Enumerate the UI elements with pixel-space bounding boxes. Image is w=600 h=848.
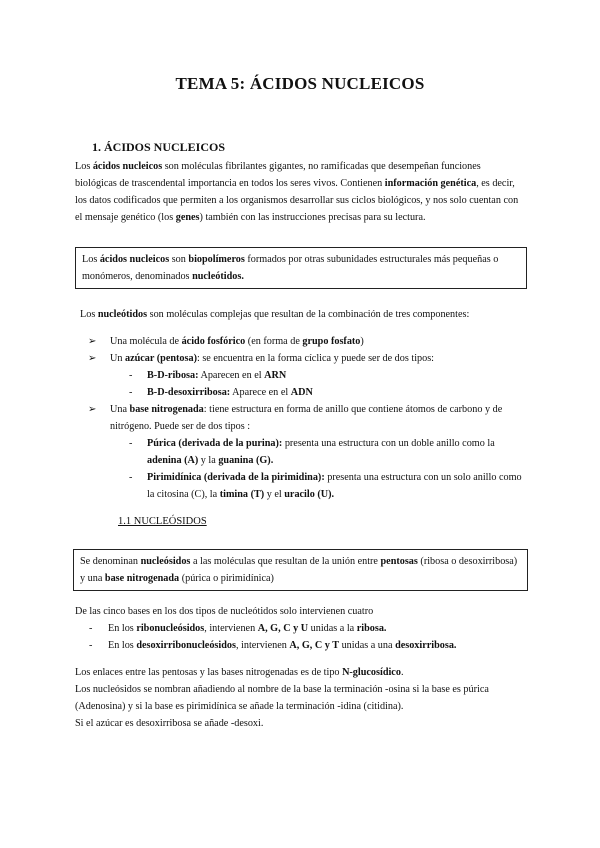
arrow-bullet-icon: ➢ [88, 404, 97, 415]
dash-bullet-icon: - [89, 640, 93, 651]
text: presenta una estructura con un doble anillo como la [282, 438, 495, 449]
bold-text: nucleósidos [140, 556, 191, 567]
text: unidas a una [339, 640, 396, 651]
text: son [169, 254, 189, 265]
text: Aparecen en el [198, 370, 265, 381]
arrow-bullet-icon: ➢ [88, 336, 97, 347]
text: , intervienen [235, 640, 290, 651]
dash-bullet-icon: - [129, 438, 133, 449]
text: son moléculas fibrilantes gigantes, no ramificadas que desempeñan funciones biológicas de trascendental importancia en todos los seres vivos. Contienen [75, 161, 481, 189]
text: Los [75, 161, 93, 172]
text: son moléculas complejas que resultan de la combinación de tres componentes: [147, 309, 470, 320]
bold-text: ribosa. [356, 623, 387, 634]
bases-item-ribonucleosidos [75, 620, 530, 637]
bold-text: adenina (A) [147, 455, 199, 466]
text: , intervienen [204, 623, 258, 634]
bold-text: azúcar (pentosa) [125, 353, 197, 364]
text: . [400, 667, 404, 678]
dash-bullet-icon: - [129, 370, 133, 381]
naming-line: Los nucleósidos se nombran añadiendo al nombre de la base la terminación -osina si la base es púrica (Adenosina) y si la base es pirimidínica se añade la terminación -idina (citidina). [75, 684, 489, 712]
text: Los [82, 254, 100, 265]
text: : se encuentra en la forma cíclica y puede ser de dos tipos: [196, 353, 435, 364]
sublist-item-desoxirribosa [96, 384, 528, 401]
bold-text: N-glucosídico [342, 667, 401, 678]
definition-box-acidos-nucleicos [75, 247, 527, 289]
final-paragraph [75, 664, 533, 732]
nucleotidos-paragraph [80, 306, 530, 323]
section-heading-acidos-nucleicos: 1. ÁCIDOS NUCLEICOS [92, 140, 226, 154]
text: ) también con las instrucciones precisas para su lectura. [199, 212, 426, 223]
text: Aparece en el [230, 387, 291, 398]
enlace-line [75, 664, 533, 681]
text: a las moléculas que resultan de la unión entre [190, 556, 381, 567]
bold-text: nucleótidos [97, 309, 148, 320]
bold-text: base nitrogenada [104, 573, 180, 584]
list-item-base-nitrogenada [88, 401, 528, 435]
text: Se denominan [80, 556, 141, 567]
bold-text: base nitrogenada [129, 404, 204, 415]
bases-paragraph [75, 603, 530, 654]
dash-bullet-icon: - [129, 472, 133, 483]
bold-text: timina (T) [219, 489, 265, 500]
text: (en forma de [245, 336, 303, 347]
bold-text: ácidos nucleicos [99, 254, 170, 265]
bold-text: Púrica (derivada de la purina): [147, 438, 283, 449]
dash-bullet-icon: - [129, 387, 133, 398]
desoxi-line: Si el azúcar es desoxirribosa se añade -desoxi. [75, 718, 264, 729]
text: Un [110, 353, 125, 364]
bold-text: pentosas [380, 556, 418, 567]
text: (púrica o pirimidínica) [179, 573, 274, 584]
text: (ribosa o desoxirribosa) y una [80, 556, 518, 584]
bold-text: B-D-ribosa: [147, 370, 199, 381]
bold-text: A, G, C y U [257, 623, 309, 634]
page-title: TEMA 5: ÁCIDOS NUCLEICOS [175, 74, 425, 93]
bases-item-desoxirribonucleosidos [75, 637, 530, 654]
text: Los [80, 309, 98, 320]
bold-text: ácidos nucleicos [92, 161, 163, 172]
text: Una [110, 404, 130, 415]
list-item-acido-fosforico [88, 333, 528, 350]
bold-text: guanina (G). [218, 455, 274, 466]
text: ) [360, 336, 364, 347]
sublist-item-ribosa [96, 367, 528, 384]
bold-text: A, G, C y T [289, 640, 340, 651]
sublist-item-purica [96, 435, 528, 469]
bold-text: desoxirribonucleósidos [136, 640, 236, 651]
bold-text: genes [175, 212, 200, 223]
arrow-bullet-icon: ➢ [88, 353, 97, 364]
components-list [88, 333, 528, 503]
text: formados por otras subunidades estructurales más pequeñas o monómeros, denominados [82, 254, 499, 282]
list-item-azucar [88, 350, 528, 367]
bold-text: ácido fosfórico [181, 336, 246, 347]
text: Una molécula de [110, 336, 182, 347]
bold-text: desoxirribosa. [395, 640, 457, 651]
bold-text: uracilo (U). [284, 489, 335, 500]
text: presenta una estructura con un solo anillo como la citosina (C), la [147, 472, 522, 500]
text: , es decir, los datos codificados que permiten a los organismos desarrollar sus ciclos biológicos, y nos solo cuentan con el mensaje genético (los [75, 178, 519, 223]
text: : tiene estructura en forma de anillo que contiene átomos de carbono y de nitrógeno. Puede ser de dos tipos : [110, 404, 503, 432]
text: En los [108, 623, 137, 634]
text: En los [108, 640, 137, 651]
text: Los enlaces entre las pentosas y las bases nitrogenadas es de tipo [75, 667, 343, 678]
bold-text: ADN [290, 387, 313, 398]
section-heading-nucleosidos: 1.1 NUCLEÓSIDOS [118, 516, 207, 527]
bases-intro: De las cinco bases en los dos tipos de nucleótidos solo intervienen cuatro [75, 606, 374, 617]
intro-paragraph [75, 158, 525, 226]
bold-text: ARN [264, 370, 287, 381]
bold-text: información genética [384, 178, 477, 189]
bold-text: nucleótidos. [192, 271, 244, 282]
bold-text: B-D-desoxirribosa: [147, 387, 231, 398]
bold-text: biopolímeros [188, 254, 245, 265]
text: y el [264, 489, 285, 500]
text: y la [198, 455, 219, 466]
text: unidas a la [308, 623, 357, 634]
bold-text: grupo fosfato [302, 336, 361, 347]
sublist-item-pirimidinica [96, 469, 528, 503]
definition-box-nucleosidos [73, 549, 528, 591]
bold-text: ribonucleósidos [136, 623, 205, 634]
dash-bullet-icon: - [89, 623, 93, 634]
bold-text: Pirimidínica (derivada de la pirimidina): [147, 472, 325, 483]
